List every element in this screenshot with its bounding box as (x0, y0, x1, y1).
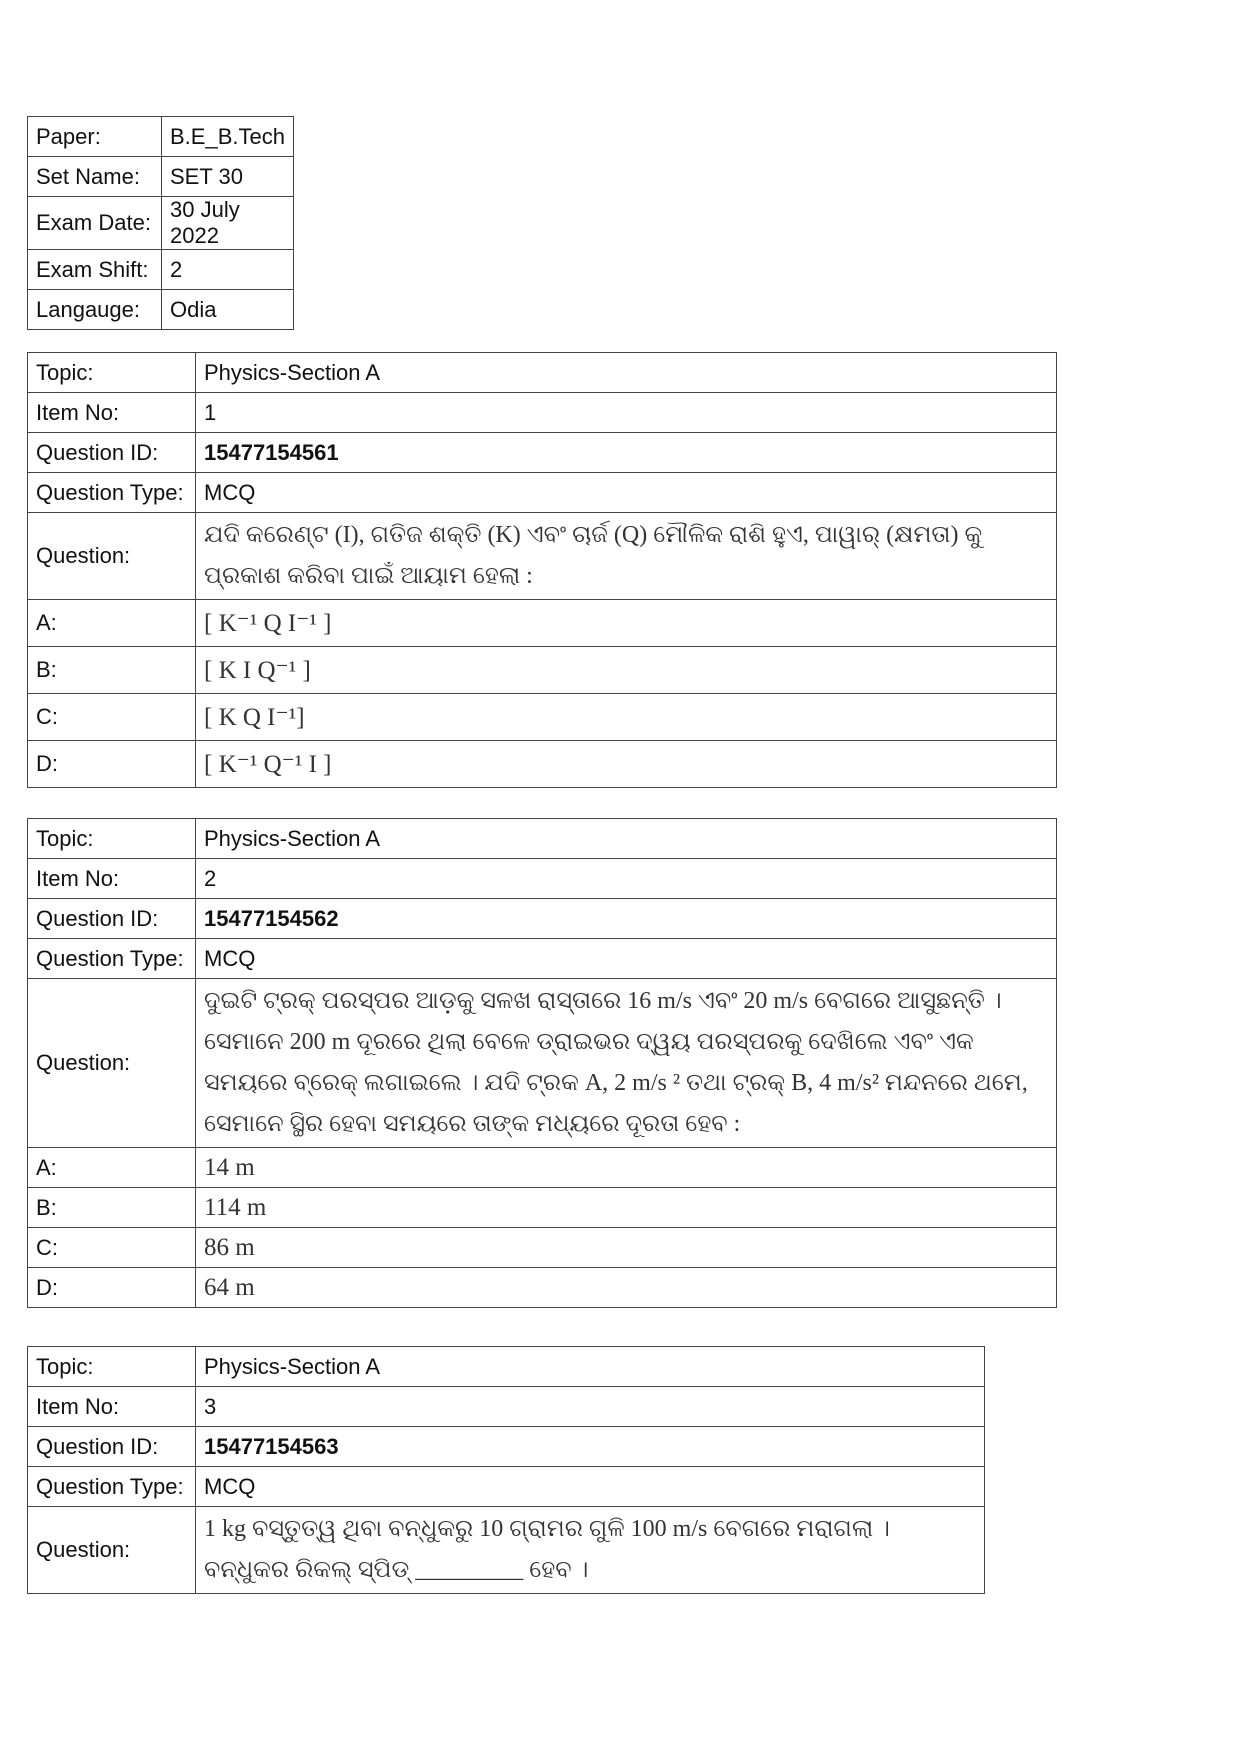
question-table-2 (27, 818, 1057, 1308)
question-type-row (28, 1467, 985, 1507)
meta-label: Exam Date: (28, 197, 162, 250)
question-id-label: Question ID: (28, 433, 196, 473)
question-id-value: 15477154562 (196, 899, 1057, 939)
meta-label: Exam Shift: (28, 250, 162, 290)
question-type-label: Question Type: (28, 473, 196, 513)
question-row (28, 513, 1057, 600)
option-c-text: [ K Q I⁻¹] (196, 694, 1057, 741)
meta-value: 2 (162, 250, 294, 290)
option-b-label: B: (28, 1188, 196, 1228)
question-row (28, 979, 1057, 1148)
item-no-label: Item No: (28, 393, 196, 433)
topic-value: Physics-Section A (196, 1347, 985, 1387)
option-a-text: 14 m (196, 1148, 1057, 1188)
option-b-text: [ K I Q⁻¹ ] (196, 647, 1057, 694)
option-a-label: A: (28, 600, 196, 647)
item-no-value: 3 (196, 1387, 985, 1427)
meta-value: 30 July 2022 (162, 197, 294, 250)
option-b-row (28, 647, 1057, 694)
question-id-value: 15477154563 (196, 1427, 985, 1467)
option-c-row (28, 1228, 1057, 1268)
option-a-row (28, 600, 1057, 647)
meta-row-set-name (28, 157, 294, 197)
meta-label: Langauge: (28, 290, 162, 330)
meta-label: Paper: (28, 117, 162, 157)
meta-label: Set Name: (28, 157, 162, 197)
option-d-row (28, 1268, 1057, 1308)
question-table-3 (27, 1346, 985, 1594)
question-id-label: Question ID: (28, 899, 196, 939)
question-type-value: MCQ (196, 1467, 985, 1507)
item-no-label: Item No: (28, 859, 196, 899)
topic-label: Topic: (28, 353, 196, 393)
question-label: Question: (28, 979, 196, 1148)
question-type-value: MCQ (196, 473, 1057, 513)
question-id-row (28, 433, 1057, 473)
topic-row (28, 819, 1057, 859)
item-no-row (28, 1387, 985, 1427)
topic-label: Topic: (28, 1347, 196, 1387)
question-id-label: Question ID: (28, 1427, 196, 1467)
question-table-1 (27, 352, 1057, 788)
item-no-value: 1 (196, 393, 1057, 433)
option-d-label: D: (28, 741, 196, 788)
item-no-label: Item No: (28, 1387, 196, 1427)
topic-row (28, 353, 1057, 393)
option-d-label: D: (28, 1268, 196, 1308)
option-a-text: [ K⁻¹ Q I⁻¹ ] (196, 600, 1057, 647)
option-a-label: A: (28, 1148, 196, 1188)
meta-value: B.E_B.Tech (162, 117, 294, 157)
question-type-label: Question Type: (28, 1467, 196, 1507)
option-a-row (28, 1148, 1057, 1188)
question-type-value: MCQ (196, 939, 1057, 979)
question-text: 1 kg ବସ୍ତୁତ୍ୱ ଥିବା ବନ୍ଧୁକରୁ 10 ଗ୍ରାମର ଗୁଳି 100 m/s ବେଗରେ ମରାଗଲା । ବନ୍ଧୁକର ରିକଲ୍ ସ୍ପିଡ୍ _________ ହେବ । (196, 1507, 985, 1594)
meta-row-exam-date (28, 197, 294, 250)
option-c-row (28, 694, 1057, 741)
question-id-row (28, 899, 1057, 939)
question-row (28, 1507, 985, 1594)
meta-row-paper (28, 117, 294, 157)
question-text: ଯଦି କରେଣ୍ଟ (I), ଗତିଜ ଶକ୍ତି (K) ଏବଂ ଚାର୍ଜ (Q) ମୌଳିକ ରାଶି ହୁଏ, ପାୱାର୍ (କ୍ଷମତା) କୁ ପ୍ରକାଶ କରିବା ପାଇଁ ଆୟାମ ହେଲା : (196, 513, 1057, 600)
option-b-text: 114 m (196, 1188, 1057, 1228)
option-c-text: 86 m (196, 1228, 1057, 1268)
topic-value: Physics-Section A (196, 353, 1057, 393)
item-no-row (28, 393, 1057, 433)
option-d-text: 64 m (196, 1268, 1057, 1308)
question-id-row (28, 1427, 985, 1467)
option-b-label: B: (28, 647, 196, 694)
topic-label: Topic: (28, 819, 196, 859)
topic-value: Physics-Section A (196, 819, 1057, 859)
exam-meta-table (27, 116, 294, 330)
topic-row (28, 1347, 985, 1387)
item-no-value: 2 (196, 859, 1057, 899)
question-label: Question: (28, 1507, 196, 1594)
meta-value: Odia (162, 290, 294, 330)
option-d-text: [ K⁻¹ Q⁻¹ I ] (196, 741, 1057, 788)
question-text: ଦୁଇଟି ଟ୍ରକ୍ ପରସ୍ପର ଆଡ଼କୁ ସଳଖ ରାସ୍ତାରେ 16 m/s ଏବଂ 20 m/s ବେଗରେ ଆସୁଛନ୍ତି । ସେମାନେ 200 m ଦୂରରେ ଥିଲା ବେଳେ ଡ୍ରାଇଭର ଦ୍ୱୟ ପରସ୍ପରକୁ ଦେଖିଲେ ଏବଂ ଏକ ସମୟରେ ବ୍ରେକ୍ ଲଗାଇଲେ । ଯଦି ଟ୍ରକ A, 2 m/s ² ତଥା ଟ୍ରକ୍ B, 4 m/s² ମନ୍ଦନରେ ଥମେ, ସେମାନେ ସ୍ଥିର ହେବା ସମୟରେ ତାଙ୍କ ମଧ୍ୟରେ ଦୂରତା ହେବ : (196, 979, 1057, 1148)
question-id-value: 15477154561 (196, 433, 1057, 473)
item-no-row (28, 859, 1057, 899)
meta-value: SET 30 (162, 157, 294, 197)
question-label: Question: (28, 513, 196, 600)
question-type-label: Question Type: (28, 939, 196, 979)
question-type-row (28, 939, 1057, 979)
option-c-label: C: (28, 1228, 196, 1268)
meta-row-exam-shift (28, 250, 294, 290)
meta-row-language (28, 290, 294, 330)
question-type-row (28, 473, 1057, 513)
option-d-row (28, 741, 1057, 788)
option-b-row (28, 1188, 1057, 1228)
option-c-label: C: (28, 694, 196, 741)
